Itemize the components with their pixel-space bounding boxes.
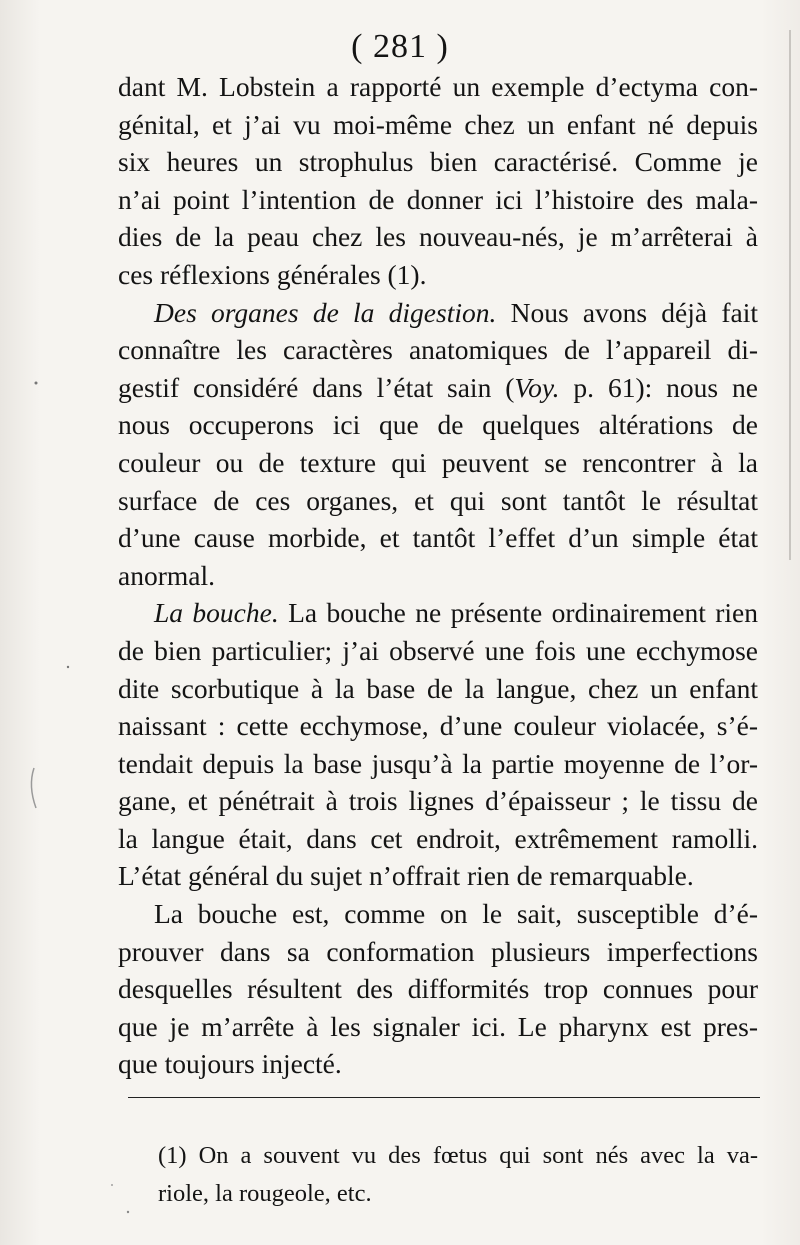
text-line: d’une cause morbide, et tantôt l’effet d’un simple état — [118, 522, 758, 554]
text-run: gestif considéré dans l’état sain ( — [118, 371, 515, 403]
text-line: tendait depuis la base jusqu’à la partie moyenne de l’or- — [118, 747, 758, 779]
text-line: anormal. — [118, 559, 215, 591]
paragraph-first-line — [118, 294, 758, 332]
text-line: desquelles résultent des difformités trop connues pour — [118, 973, 758, 1005]
section-heading-bouche: La bouche. — [154, 597, 279, 629]
text-line: connaître les caractères anatomiques de l’appareil di- — [118, 334, 758, 366]
footnote-line: (1) On a souvent vu des fœtus qui sont nés avec la va- — [158, 1142, 758, 1169]
footnote-line: riole, la rougeole, etc. — [158, 1180, 372, 1207]
text-line: surface de ces organes, et qui sont tantôt le résultat — [118, 484, 758, 516]
paragraph-first-line: La bouche est, comme on le sait, susceptible d’é- — [154, 898, 758, 930]
text-line: que je m’arrête à les signaler ici. Le pharynx est pres- — [118, 1010, 758, 1042]
text-line: la langue était, dans cet endroit, extrêmement ramolli. — [118, 822, 758, 854]
paragraph-line-with-reference — [118, 369, 758, 407]
text-line: que toujours injecté. — [118, 1048, 342, 1080]
text-line: L’état général du sujet n’offrait rien de remarquable. — [118, 860, 694, 892]
text-run: La bouche ne présente ordinairement rien — [278, 597, 758, 629]
text-line: prouver dans sa conformation plusieurs imperfections — [118, 935, 758, 967]
text-run: Nous avons déjà fait — [496, 296, 758, 328]
text-line: naissant : cette ecchymose, d’une couleur violacée, s’é- — [118, 710, 758, 742]
footnote-divider — [128, 1097, 760, 1098]
text-line: ces réflexions générales (1). — [118, 258, 427, 290]
reference-abbrev: Voy. — [514, 371, 560, 403]
text-line: couleur ou de texture qui peuvent se rencontrer à la — [118, 446, 758, 478]
body-text — [118, 68, 758, 1083]
text-line: gane, et pénétrait à trois lignes d’épaisseur ; le tissu de — [118, 785, 758, 817]
text-run: p. 61): nous ne — [559, 371, 758, 403]
text-line: six heures un strophulus bien caractérisé. Comme je — [118, 146, 758, 178]
page-number: ( 281 ) — [351, 28, 449, 65]
text-line: dite scorbutique à la base de la langue, chez un enfant — [118, 672, 758, 704]
text-line: dies de la peau chez les nouveau-nés, je m’arrêterai à — [118, 221, 758, 253]
text-line: nous occuperons ici que de quelques altérations de — [118, 409, 758, 441]
text-line: n’ai point l’intention de donner ici l’histoire des mala- — [118, 183, 758, 215]
text-line: de bien particulier; j’ai observé une fois une ecchymose — [118, 634, 758, 666]
footnote — [158, 1137, 758, 1213]
text-line: dant M. Lobstein a rapporté un exemple d’ectyma con- — [118, 71, 758, 102]
section-heading-digestion: Des organes de la digestion. — [154, 296, 497, 328]
paragraph-first-line — [118, 594, 758, 632]
text-line: génital, et j’ai vu moi-même chez un enfant né depuis — [118, 108, 758, 140]
